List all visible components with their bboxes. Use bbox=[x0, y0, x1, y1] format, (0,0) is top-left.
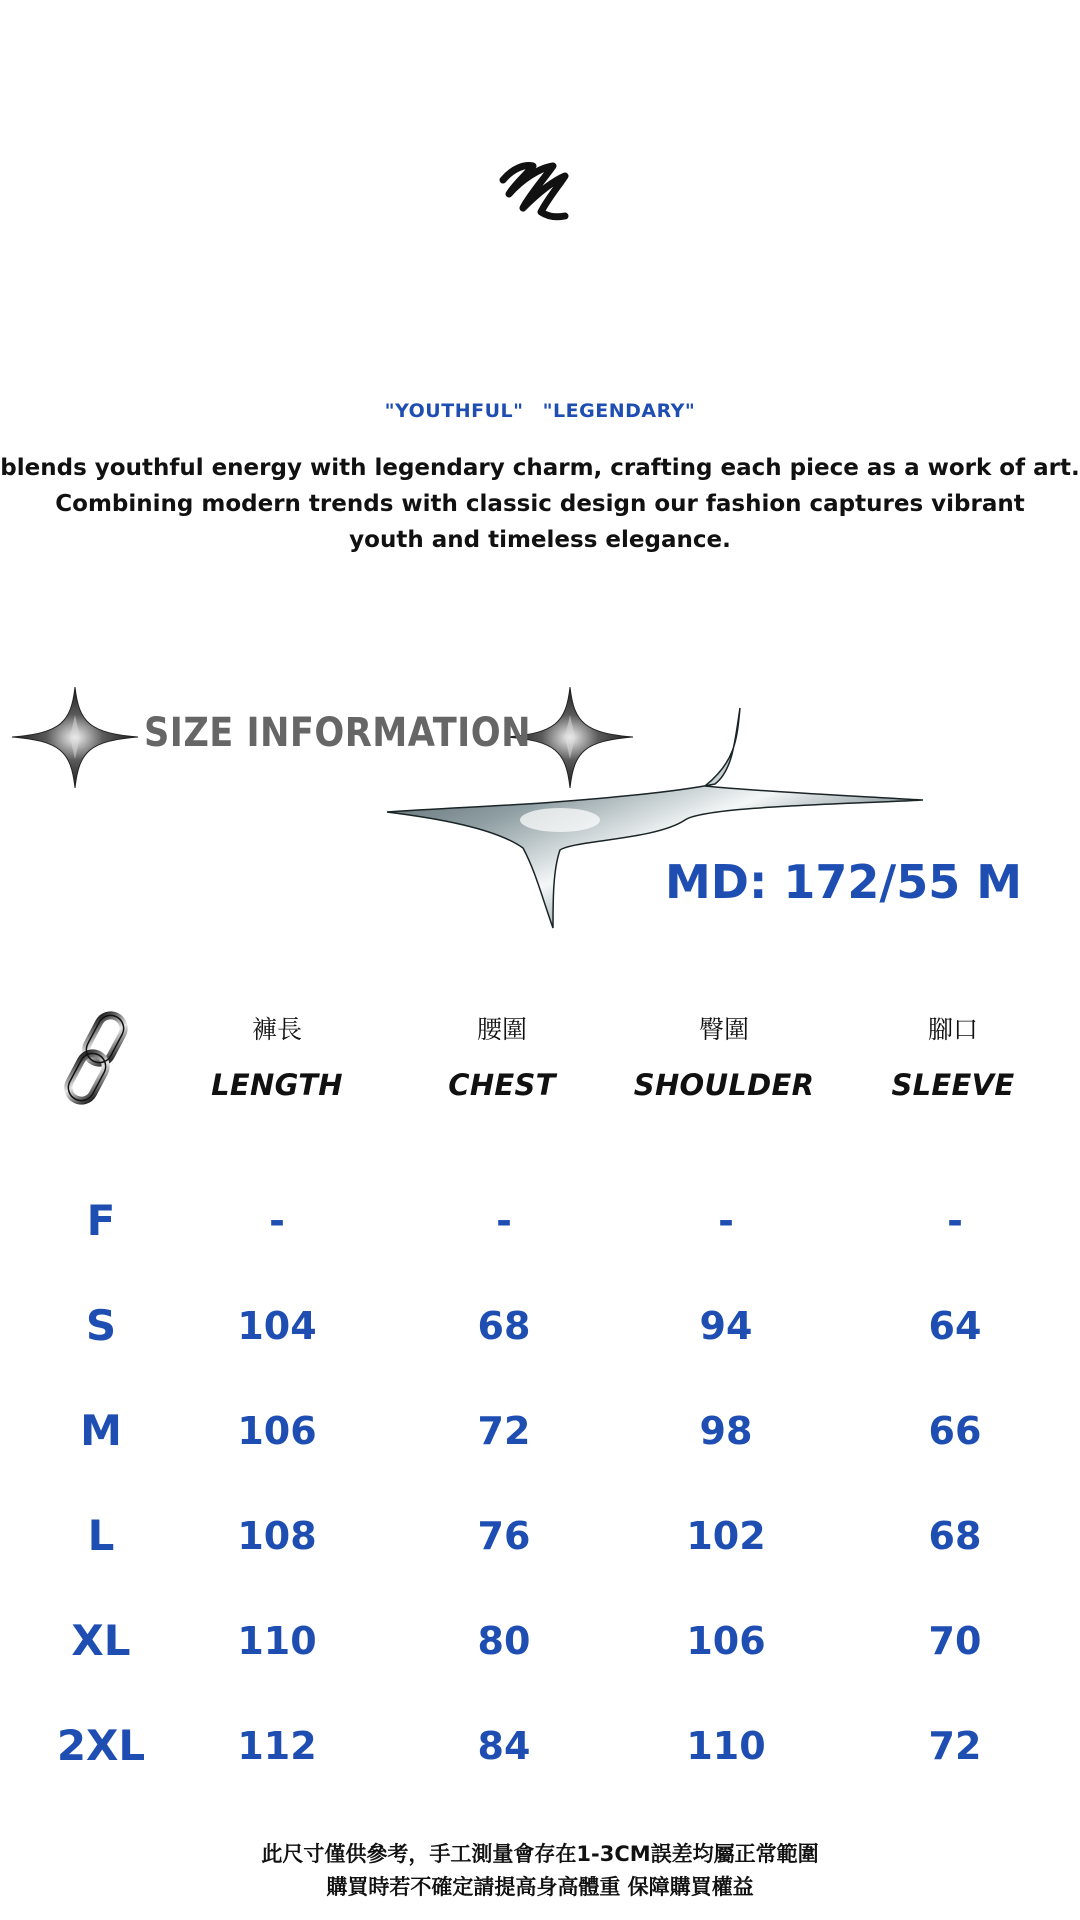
table-row-m bbox=[0, 1401, 1080, 1461]
table-cell: 106 bbox=[237, 1409, 317, 1453]
table-cell: 68 bbox=[477, 1304, 531, 1348]
table-row-s bbox=[0, 1296, 1080, 1356]
size-label: XL bbox=[71, 1616, 131, 1665]
note-line: 購買時若不確定請提高身高體重 保障購買權益 bbox=[326, 1875, 754, 1899]
size-label: F bbox=[86, 1196, 116, 1245]
column-header-en: CHEST bbox=[448, 1068, 556, 1102]
description-line: youth and timeless elegance. bbox=[349, 527, 731, 553]
table-cell: 106 bbox=[686, 1619, 766, 1663]
note-line: 此尺寸僅供參考，手工測量會存在1-3CM誤差均屬正常範圍 bbox=[261, 1842, 819, 1866]
measurement-note bbox=[0, 1838, 1080, 1904]
section-title: SIZE INFORMATION bbox=[144, 710, 531, 756]
table-cell: 94 bbox=[699, 1304, 753, 1348]
table-cell: - bbox=[947, 1199, 963, 1243]
table-cell: 110 bbox=[686, 1724, 766, 1768]
table-cell: 102 bbox=[686, 1514, 766, 1558]
table-cell: - bbox=[718, 1199, 734, 1243]
table-cell: 104 bbox=[237, 1304, 317, 1348]
table-cell: 72 bbox=[477, 1409, 531, 1453]
column-header-en: LENGTH bbox=[211, 1068, 343, 1102]
tagline-youthful: "YOUTHFUL" bbox=[384, 400, 524, 422]
tagline bbox=[0, 400, 1080, 422]
table-cell: 80 bbox=[477, 1619, 531, 1663]
table-row-xl bbox=[0, 1611, 1080, 1671]
table-row-f bbox=[0, 1191, 1080, 1251]
column-header-cn: 褲長 bbox=[251, 1015, 302, 1044]
brand-monogram-icon bbox=[495, 150, 585, 230]
table-cell: 70 bbox=[928, 1619, 982, 1663]
table-cell: 64 bbox=[928, 1304, 982, 1348]
column-header-sleeve bbox=[853, 1010, 1053, 1102]
column-header-en: SHOULDER bbox=[633, 1068, 815, 1102]
size-label: M bbox=[80, 1406, 122, 1455]
size-label: S bbox=[85, 1301, 117, 1350]
table-cell: 108 bbox=[237, 1514, 317, 1558]
brand-description bbox=[0, 450, 1080, 558]
table-cell: 112 bbox=[237, 1724, 317, 1768]
table-cell: 110 bbox=[237, 1619, 317, 1663]
size-label: L bbox=[87, 1511, 115, 1560]
column-header-chest bbox=[402, 1010, 602, 1102]
column-header-cn: 臀圍 bbox=[698, 1015, 749, 1044]
table-cell: 72 bbox=[928, 1724, 982, 1768]
chain-link-icon bbox=[60, 1010, 140, 1110]
table-cell: 98 bbox=[699, 1409, 753, 1453]
description-line: blends youthful energy with legendary charm, crafting each piece as a work of art. bbox=[0, 455, 1080, 481]
description-line: Combining modern trends with classic design our fashion captures vibrant bbox=[55, 491, 1025, 517]
table-cell: 84 bbox=[477, 1724, 531, 1768]
column-header-length bbox=[177, 1010, 377, 1102]
table-cell: - bbox=[496, 1199, 512, 1243]
column-header-en: SLEEVE bbox=[891, 1068, 1015, 1102]
column-header-cn: 腳口 bbox=[927, 1015, 978, 1044]
table-row-l bbox=[0, 1506, 1080, 1566]
table-cell: 66 bbox=[928, 1409, 982, 1453]
column-header-shoulder bbox=[624, 1010, 824, 1102]
sparkle-star-icon bbox=[10, 685, 140, 790]
tagline-legendary: "LEGENDARY" bbox=[542, 400, 696, 422]
table-cell: - bbox=[269, 1199, 285, 1243]
size-label: 2XL bbox=[56, 1721, 146, 1770]
table-cell: 76 bbox=[477, 1514, 531, 1558]
column-header-cn: 腰圍 bbox=[476, 1015, 527, 1044]
table-cell: 68 bbox=[928, 1514, 982, 1558]
table-row-2xl bbox=[0, 1716, 1080, 1776]
model-info: MD: 172/55 M bbox=[665, 855, 1022, 909]
